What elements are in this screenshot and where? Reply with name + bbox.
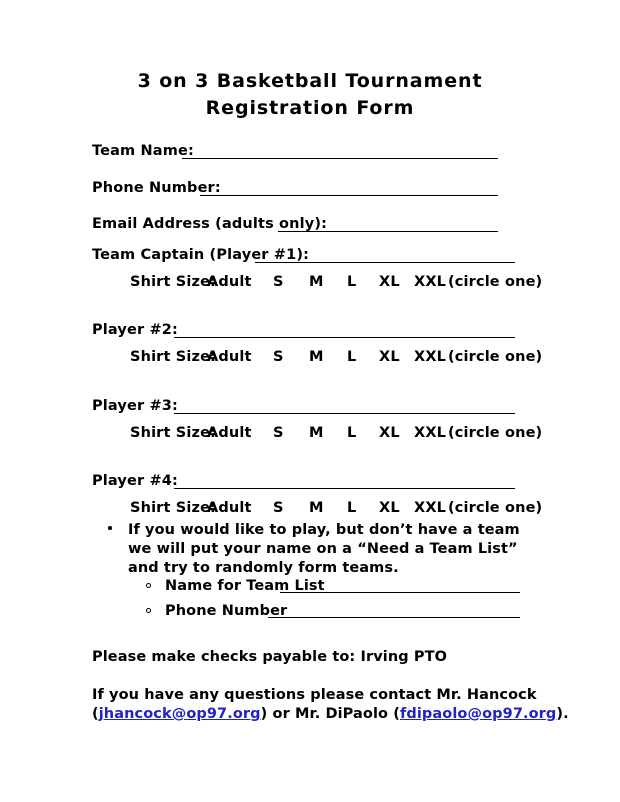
page-title (0, 68, 620, 122)
shirt-size-adult: Adult (207, 425, 252, 441)
shirt-size-option-l[interactable]: L (347, 349, 357, 365)
shirt-size-instruction: (circle one) (448, 500, 543, 516)
shirt-size-option-m[interactable]: M (309, 425, 324, 441)
shirt-size-option-s[interactable]: S (273, 425, 284, 441)
shirt-size-option-xxl[interactable]: XXL (414, 349, 447, 365)
checks-payable-text: Please make checks payable to: Irving PTO (92, 649, 448, 665)
shirt-size-label: Shirt Size: (130, 425, 217, 441)
need-team-phone-number-input[interactable] (268, 617, 520, 618)
contact-line-2 (92, 705, 569, 724)
shirt-size-option-xl[interactable]: XL (379, 349, 400, 365)
title-line-1: 3 on 3 Basketball Tournament (137, 70, 483, 92)
shirt-size-instruction: (circle one) (448, 349, 543, 365)
shirt-size-option-l[interactable]: L (347, 274, 357, 290)
phone-number-label: Phone Number: (92, 180, 221, 196)
shirt-size-option-xl[interactable]: XL (379, 425, 400, 441)
need-a-team-bullet (108, 521, 538, 578)
team-captain-label: Team Captain (Player #1): (92, 247, 310, 263)
shirt-size-option-xxl[interactable]: XXL (414, 425, 447, 441)
title-line-2: Registration Form (205, 97, 415, 119)
shirt-size-option-m[interactable]: M (309, 274, 324, 290)
shirt-size-adult: Adult (207, 274, 252, 290)
contact-middle-text: ) or Mr. DiPaolo ( (260, 706, 400, 722)
phone-number-input[interactable] (200, 195, 498, 196)
shirt-size-option-xxl[interactable]: XXL (414, 500, 447, 516)
need-team-phone-number-label: Phone Number (165, 603, 288, 619)
player3-label: Player #3: (92, 398, 178, 414)
shirt-size-row-player2 (0, 349, 620, 367)
shirt-size-adult: Adult (207, 349, 252, 365)
shirt-size-label: Shirt Size: (130, 500, 217, 516)
contact-line-1: If you have any questions please contact Mr. Hancock (92, 687, 537, 703)
bullet-dot-icon (108, 526, 112, 530)
shirt-size-label: Shirt Size: (130, 274, 217, 290)
player2-input[interactable] (174, 337, 515, 338)
shirt-size-option-m[interactable]: M (309, 500, 324, 516)
shirt-size-row-player4 (0, 500, 620, 518)
shirt-size-option-m[interactable]: M (309, 349, 324, 365)
circle-bullet-icon (146, 608, 151, 613)
team-name-label: Team Name: (92, 143, 194, 159)
shirt-size-row-player3 (0, 425, 620, 443)
contact-end-text: ). (556, 706, 569, 722)
shirt-size-instruction: (circle one) (448, 425, 543, 441)
email-address-input[interactable] (278, 231, 498, 232)
shirt-size-option-xl[interactable]: XL (379, 274, 400, 290)
shirt-size-option-l[interactable]: L (347, 500, 357, 516)
sub-item-phone-number (0, 603, 620, 623)
player2-label: Player #2: (92, 322, 178, 338)
need-a-team-text: If you would like to play, but don’t have a team we will put your name on a “Need a Team List” and try to randomly form teams. (128, 522, 520, 576)
team-name-input[interactable] (182, 158, 498, 159)
name-for-team-list-input[interactable] (280, 592, 520, 593)
player3-input[interactable] (174, 413, 515, 414)
email-link-hancock[interactable]: jhancock@op97.org (98, 706, 261, 722)
email-link-dipaolo[interactable]: fdipaolo@op97.org (399, 706, 557, 722)
shirt-size-instruction: (circle one) (448, 274, 543, 290)
shirt-size-row-player1 (0, 274, 620, 292)
sub-item-name-for-team-list (0, 578, 620, 598)
email-address-label: Email Address (adults only): (92, 216, 328, 232)
shirt-size-option-xxl[interactable]: XXL (414, 274, 447, 290)
shirt-size-option-s[interactable]: S (273, 500, 284, 516)
player4-label: Player #4: (92, 473, 178, 489)
shirt-size-adult: Adult (207, 500, 252, 516)
circle-bullet-icon (146, 583, 151, 588)
shirt-size-option-l[interactable]: L (347, 425, 357, 441)
team-captain-input[interactable] (255, 262, 515, 263)
player4-input[interactable] (174, 488, 515, 489)
name-for-team-list-label: Name for Team List (165, 578, 325, 594)
shirt-size-label: Shirt Size: (130, 349, 217, 365)
open-paren: ( (92, 706, 99, 722)
shirt-size-option-s[interactable]: S (273, 274, 284, 290)
shirt-size-option-s[interactable]: S (273, 349, 284, 365)
shirt-size-option-xl[interactable]: XL (379, 500, 400, 516)
